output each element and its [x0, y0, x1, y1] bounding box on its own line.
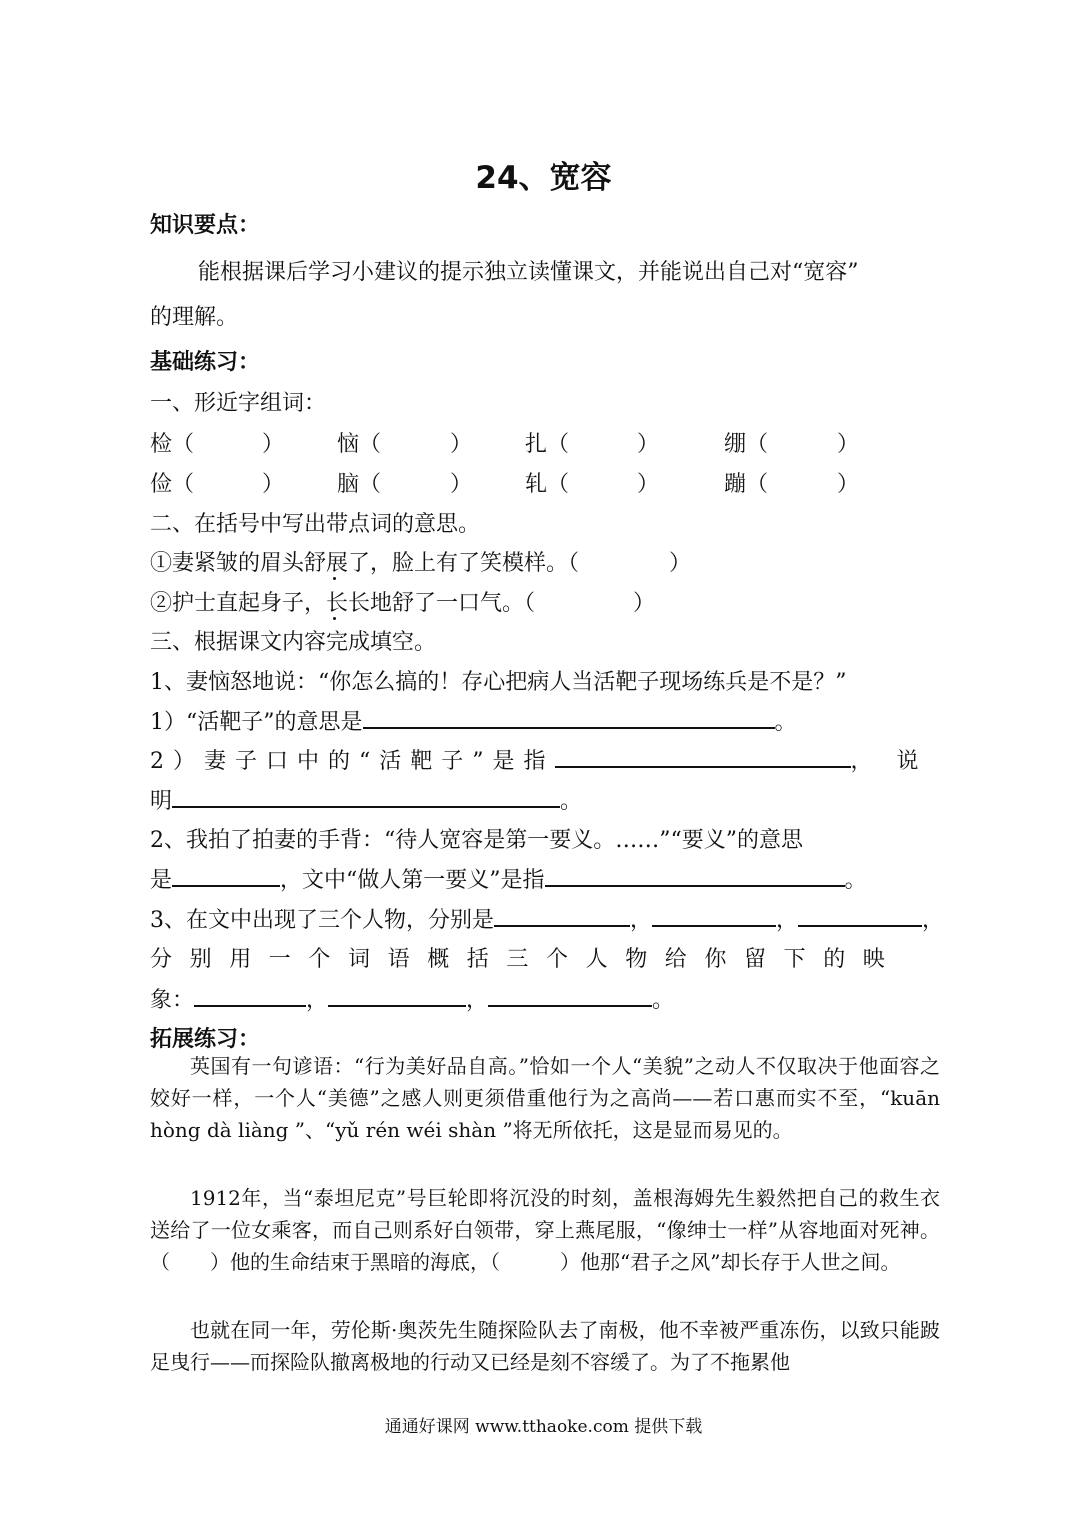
knowledge-heading: 知识要点：: [150, 213, 261, 238]
q2-item-2-close: ）: [633, 591, 656, 616]
q3-1-b2-text: 明: [150, 789, 173, 814]
q2-item-1-text: ①妻紧皱的眉头舒展了，脸上有了笑模样。（: [150, 551, 580, 576]
knowledge-line-2: 的理解。: [150, 305, 239, 330]
q3-1-a-blank[interactable]: [363, 707, 775, 729]
q2-item-1: [150, 546, 691, 577]
q3-2-b-mid: ，文中“做人第一要义”是指: [280, 868, 545, 893]
q3-2-b-blank-2[interactable]: [545, 865, 845, 887]
q3-3-blank-1[interactable]: [494, 905, 630, 927]
q1-row2-close4: ）: [837, 472, 860, 497]
q3-2-b-blank-1[interactable]: [172, 865, 280, 887]
footer-text: 通通好课网 www.tthaoke.com 提供下载: [384, 1417, 703, 1437]
q3-2-quote: 2、我拍了拍妻的手背：“待人宽容是第一要义。……”“要义”的意思: [150, 828, 803, 853]
q3-3-a: [150, 903, 944, 934]
q1-row2-close3: ）: [637, 472, 660, 497]
q3-3-c-end: 。: [652, 988, 675, 1013]
q3-3-sep-3: ，: [922, 908, 945, 933]
q3-1-a-text: 1）“活靶子”的意思是: [150, 710, 363, 735]
q3-1-b-end: ，说: [850, 749, 943, 774]
q1-row2-char1: 俭（: [150, 472, 195, 497]
q3-3-b: 分别用一个词语概括三个人物给你留下的映: [150, 947, 903, 972]
q3-3-c-blank-1[interactable]: [194, 985, 306, 1007]
q3-1-b: [150, 744, 943, 775]
q1-row1-char2: 恼（: [337, 432, 382, 457]
extend-heading: 拓展练习：: [150, 1027, 261, 1052]
q3-3-c-blank-2[interactable]: [328, 985, 466, 1007]
extend-paragraph-1: 英国有一句谚语：“行为美好品自高。”恰如一个人“美貌”之动人不仅取决于他面容之姣好一样，一个人“美德”之感人则更须借重他行为之高尚——若口惠而实不至，“kuān hòng dà liàng ”、“yǔ rén wéi shàn ”将无所依托，这是显而易见的。: [150, 1054, 940, 1142]
q3-1-b2-end: 。: [560, 789, 583, 814]
q3-3-c-sep-2: ，: [466, 988, 489, 1013]
q2-item-2-text: ②护士直起身子，长长地舒了一口气。（: [150, 591, 536, 616]
q1-row2-close1: ）: [262, 472, 285, 497]
q3-3-c-blank-3[interactable]: [488, 985, 652, 1007]
q3-3-c-text: 象：: [150, 988, 195, 1013]
extend-paragraph-3: 也就在同一年，劳伦斯·奥茨先生随探险队去了南极，他不幸被严重冻伤，以致只能跛足曳行——而探险队撤离极地的行动又已经是刻不容缓了。为了不拖累他: [150, 1318, 940, 1374]
emphasis-dot-1: [333, 577, 336, 580]
q3-3-sep-1: ，: [630, 908, 653, 933]
q3-3-a-text: 3、在文中出现了三个人物，分别是: [150, 908, 494, 933]
q3-1-a: [150, 705, 797, 736]
q1-row2-char4: 蹦（: [724, 472, 769, 497]
q3-1-b-text: 2）妻子口中的“活靶子”是指: [150, 749, 555, 774]
emphasis-dot-2: [333, 617, 336, 620]
q1-row2-char3: 轧（: [525, 472, 570, 497]
q3-1-b2-blank[interactable]: [172, 786, 560, 808]
q2-item-1-close: ）: [669, 551, 692, 576]
q1-row1-char4: 绷（: [724, 432, 769, 457]
q3-3-c-sep-1: ，: [306, 988, 329, 1013]
q3-3-sep-2: ，: [776, 908, 799, 933]
q3-2-b-text: 是: [150, 868, 173, 893]
q1-row1-close3: ）: [637, 432, 660, 457]
basic-heading: 基础练习：: [150, 350, 261, 375]
q3-1-b2: [150, 784, 582, 815]
q3-3-blank-3[interactable]: [798, 905, 922, 927]
q3-1-b-blank[interactable]: [555, 746, 851, 768]
q3-3-blank-2[interactable]: [652, 905, 776, 927]
knowledge-line-1: 能根据课后学习小建议的提示独立读懂课文，并能说出自己对“宽容”: [198, 260, 859, 285]
q2-item-2: [150, 586, 655, 617]
q3-2-b-end: 。: [844, 868, 867, 893]
q3-1-quote: 1、妻恼怒地说：“你怎么搞的！存心把病人当活靶子现场练兵是不是？”: [150, 670, 847, 695]
q3-3-c: [150, 983, 674, 1014]
q3-title: 三、根据课文内容完成填空。: [150, 630, 437, 655]
page-title: 24、宽容: [475, 160, 612, 196]
q1-row1-char1: 检（: [150, 432, 195, 457]
q1-row1-close1: ）: [262, 432, 285, 457]
q1-row2-close2: ）: [450, 472, 473, 497]
q1-row1-close4: ）: [837, 432, 860, 457]
q1-title: 一、形近字组词：: [150, 391, 327, 416]
q1-row2-char2: 脑（: [337, 472, 382, 497]
q2-title: 二、在括号中写出带点词的意思。: [150, 512, 481, 537]
q1-row1-close2: ）: [450, 432, 473, 457]
q3-1-a-end: 。: [774, 710, 797, 735]
extend-paragraph-2: 1912年，当“泰坦尼克”号巨轮即将沉没的时刻，盖根海姆先生毅然把自己的救生衣送给了一位女乘客，而自己则系好白领带，穿上燕尾服，“像绅士一样”从容地面对死神。（ ）他的生命结束于黑暗的海底，（ ）他那“君子之风”却长存于人世之间。: [150, 1186, 940, 1274]
q1-row1-char3: 扎（: [525, 432, 570, 457]
q3-2-b: [150, 863, 867, 894]
